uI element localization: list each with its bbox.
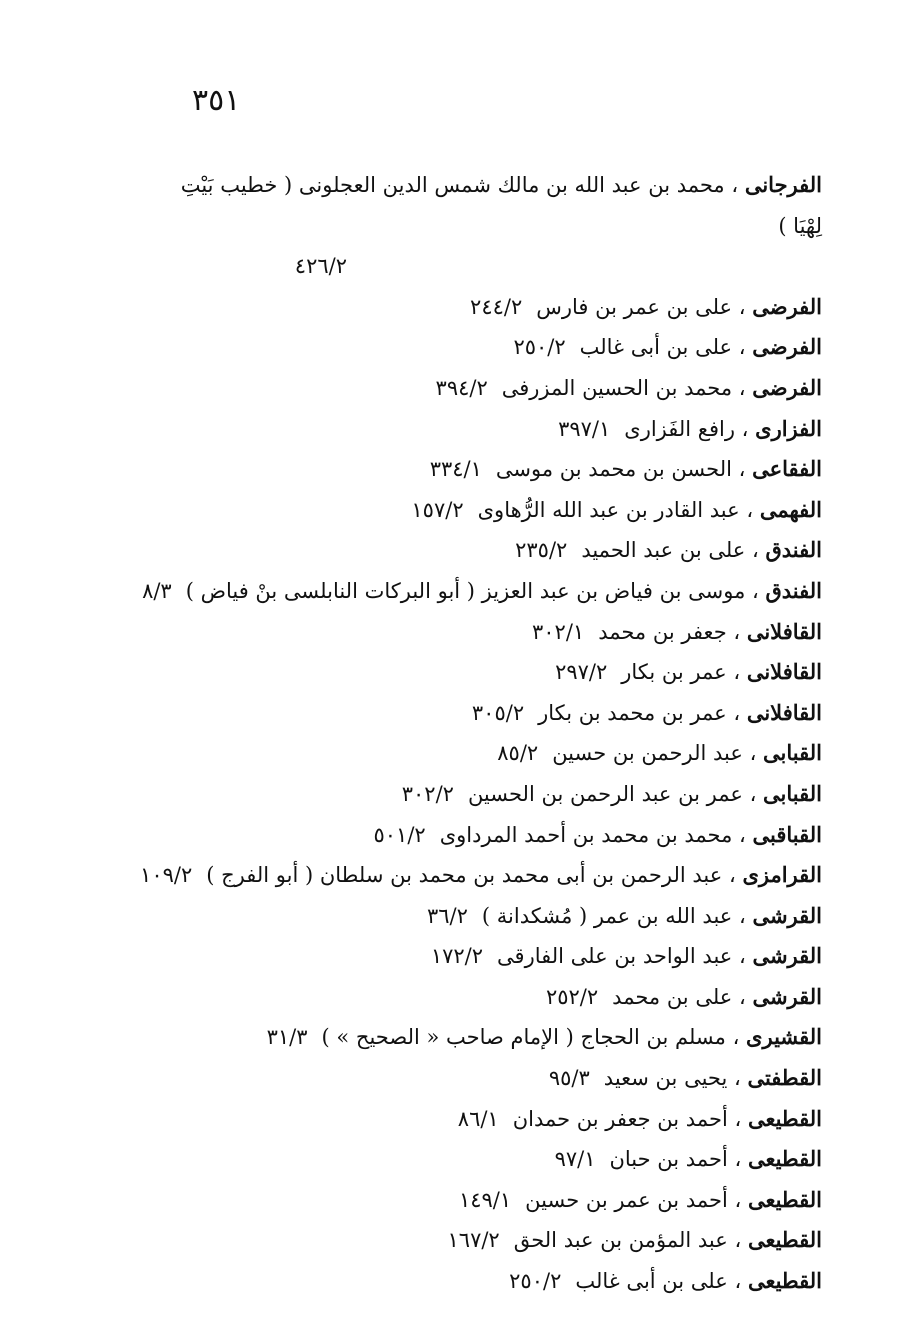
entry-reference: ٤٢٦/٢	[294, 254, 347, 279]
index-entry: القطفتى ، يحيى بن سعيد٩٥/٣	[548, 1065, 822, 1091]
index-entry: القطيعى ، عبد المؤمن بن عبد الحق١٦٧/٢	[447, 1227, 822, 1253]
entry-nisba: القطيعى	[747, 1105, 822, 1131]
index-entry: القشيرى ، مسلم بن الحجاج ( الإمام صاحب « الصحيح » )٣١/٣	[266, 1024, 822, 1050]
entry-person: موسى بن فياض بن عبد العزيز ( أبو البركات النابلسى بنْ فياض )	[185, 578, 746, 603]
entry-reference: ٣٣٤/١	[429, 457, 482, 482]
entry-reference: ٢٥٢/٢	[545, 984, 599, 1009]
entry-reference: ١٧٢/٢	[430, 944, 484, 969]
entry-person: جعفر بن محمد	[598, 619, 727, 644]
entry-person: عبد المؤمن بن عبد الحق	[513, 1228, 728, 1253]
entry-reference: ٣١/٣	[266, 1025, 308, 1050]
entry-person: محمد بن عبد الله بن مالك شمس الدين العجلونى ( خطيب بَيْتِ لِهْيَا )	[180, 173, 822, 238]
entry-reference: ٥٠١/٢	[373, 822, 426, 847]
entry-person: أحمد بن جعفر بن حمدان	[512, 1106, 728, 1131]
index-entry: القبابى ، عبد الرحمن بن حسين٨٥/٢	[497, 740, 822, 766]
entry-person: عبد الرحمن بن حسين	[552, 741, 743, 766]
index-entry: الفقاعى ، الحسن بن محمد بن موسى٣٣٤/١	[429, 456, 822, 482]
entry-reference: ٨٥/٢	[497, 741, 539, 766]
entry-person: على بن أبى غالب	[575, 1269, 728, 1294]
entry-reference: ٢٣٥/٢	[515, 538, 568, 563]
entry-nisba: القافلانى	[746, 699, 822, 725]
entry-reference: ٢٤٤/٢	[470, 294, 523, 319]
entry-nisba: القافلانى	[746, 659, 822, 685]
index-entry: القطيعى ، أحمد بن جعفر بن حمدان٨٦/١	[457, 1105, 822, 1131]
entry-nisba: الفزارى	[755, 415, 822, 441]
index-entry: القافلانى ، عمر بن بكار٢٩٧/٢	[555, 659, 822, 685]
entry-nisba: القطيعى	[747, 1227, 822, 1253]
entry-reference: ٣٩٧/١	[558, 416, 611, 441]
entry-person: على بن عمر بن فارس	[536, 294, 733, 319]
entry-reference: ٣٠٢/١	[532, 619, 585, 644]
entry-nisba: القشيرى	[746, 1024, 822, 1050]
index-entry: الفهمى ، عبد القادر بن عبد الله الرُّهاوى١٥٧/٢	[411, 496, 822, 522]
index-entry: القطيعى ، على بن أبى غالب٢٥٠/٢	[509, 1268, 822, 1294]
entry-person: على بن أبى غالب	[579, 335, 733, 360]
entry-person: مسلم بن الحجاج ( الإمام صاحب « الصحيح » )	[321, 1025, 726, 1050]
entry-person: رافع الفَزارى	[624, 416, 735, 441]
entry-person: عبد الرحمن بن أبى محمد بن محمد بن سلطان ( أبو الفرج )	[206, 863, 723, 888]
index-entry: القرشى ، عبد الله بن عمر ( مُشكدانة )٣٦/٢	[426, 902, 822, 928]
entry-nisba: الفندق	[765, 577, 822, 603]
entry-reference: ٣٠٢/٢	[401, 781, 454, 806]
entry-nisba: القرشى	[752, 902, 822, 928]
page-number: ٣٥١	[192, 83, 241, 118]
index-entry: الفندق ، موسى بن فياض بن عبد العزيز ( أبو البركات النابلسى بنْ فياض )٨/٣	[142, 577, 822, 603]
index-entry: القطيعى ، أحمد بن حبان٩٧/١	[554, 1146, 822, 1172]
entry-nisba: القباقبى	[752, 821, 822, 847]
index-entry: الفرجانى ، محمد بن عبد الله بن مالك شمس الدين العجلونى ( خطيب بَيْتِ لِهْيَا ) ٤٢٦/٢	[162, 165, 822, 287]
entry-nisba: القطيعى	[747, 1186, 822, 1212]
entry-nisba: القافلانى	[746, 618, 822, 644]
entry-person: عمر بن عبد الرحمن بن الحسين	[467, 781, 743, 806]
entry-reference: ١٥٧/٢	[411, 497, 464, 522]
entry-reference: ٣٩٤/٢	[435, 375, 488, 400]
entry-person: الحسن بن محمد بن موسى	[495, 457, 732, 482]
entry-reference: ٩٥/٣	[548, 1066, 590, 1091]
index-entry: القافلانى ، عمر بن محمد بن بكار٣٠٥/٢	[471, 699, 822, 725]
index-entry: القباقبى ، محمد بن محمد بن أحمد المرداوى٥٠١/٢	[373, 821, 822, 847]
index-entries	[140, 165, 822, 1302]
entry-person: محمد بن الحسين المزرفى	[501, 375, 733, 400]
entry-nisba: القبابى	[763, 780, 822, 806]
entry-nisba: القرشى	[752, 983, 822, 1009]
index-entry: القرشى ، على بن محمد٢٥٢/٢	[545, 983, 822, 1009]
entry-reference: ٨/٣	[142, 578, 172, 603]
entry-reference: ٣٠٥/٢	[471, 700, 525, 725]
entry-person: عبد القادر بن عبد الله الرُّهاوى	[477, 497, 740, 522]
index-entry: الفرضى ، محمد بن الحسين المزرفى٣٩٤/٢	[435, 374, 822, 400]
entry-person: على بن محمد	[612, 984, 733, 1009]
entry-reference: ١٦٧/٢	[447, 1228, 500, 1253]
entry-nisba: الفندق	[765, 537, 822, 563]
entry-reference: ٢٥٠/٢	[509, 1269, 562, 1294]
entry-reference: ١٤٩/١	[458, 1187, 512, 1212]
entry-nisba: الفقاعى	[752, 456, 822, 482]
entry-person: على بن عبد الحميد	[581, 538, 746, 563]
entry-reference: ٩٧/١	[554, 1147, 596, 1172]
entry-person: عمر بن محمد بن بكار	[538, 700, 727, 725]
entry-nisba: القطيعى	[747, 1268, 822, 1294]
entry-person: عبد الواحد بن على الفارقى	[497, 944, 733, 969]
entry-nisba: الفرضى	[752, 334, 822, 360]
entry-reference: ٢٥٠/٢	[513, 335, 566, 360]
index-entry: القطيعى ، أحمد بن عمر بن حسين١٤٩/١	[458, 1186, 822, 1212]
entry-nisba: القطيعى	[747, 1146, 822, 1172]
index-entry: الفندق ، على بن عبد الحميد٢٣٥/٢	[515, 537, 822, 563]
index-entry: الفرضى ، على بن أبى غالب٢٥٠/٢	[513, 334, 822, 360]
entry-person: أحمد بن عمر بن حسين	[525, 1187, 728, 1212]
entry-nisba: القرامزى	[742, 862, 822, 888]
entry-nisba: الفرضى	[752, 374, 822, 400]
entry-nisba: القرشى	[752, 943, 822, 969]
entry-person: عبد الله بن عمر ( مُشكدانة )	[481, 903, 733, 928]
entry-nisba: القبابى	[763, 740, 822, 766]
entry-person: أحمد بن حبان	[609, 1147, 728, 1172]
index-entry: القرامزى ، عبد الرحمن بن أبى محمد بن محمد بن سلطان ( أبو الفرج )١٠٩/٢	[140, 862, 822, 888]
entry-reference: ١٠٩/٢	[140, 863, 193, 888]
entry-reference: ٨٦/١	[457, 1106, 499, 1131]
entry-person: عمر بن بكار	[621, 660, 727, 685]
index-entry: الفزارى ، رافع الفَزارى٣٩٧/١	[558, 415, 822, 441]
entry-nisba: الفرضى	[752, 293, 822, 319]
entry-reference: ٣٦/٢	[426, 903, 468, 928]
entry-nisba: القطفتى	[747, 1065, 822, 1091]
entry-person: محمد بن محمد بن أحمد المرداوى	[439, 822, 733, 847]
index-entry: القرشى ، عبد الواحد بن على الفارقى١٧٢/٢	[430, 943, 822, 969]
index-entry: الفرضى ، على بن عمر بن فارس٢٤٤/٢	[470, 293, 822, 319]
index-entry: القافلانى ، جعفر بن محمد٣٠٢/١	[532, 618, 822, 644]
entry-nisba: الفهمى	[759, 496, 822, 522]
index-entry: القبابى ، عمر بن عبد الرحمن بن الحسين٣٠٢/٢	[401, 780, 822, 806]
entry-reference: ٢٩٧/٢	[555, 660, 608, 685]
entry-nisba: الفرجانى	[744, 172, 822, 197]
entry-person: يحيى بن سعيد	[603, 1066, 728, 1091]
